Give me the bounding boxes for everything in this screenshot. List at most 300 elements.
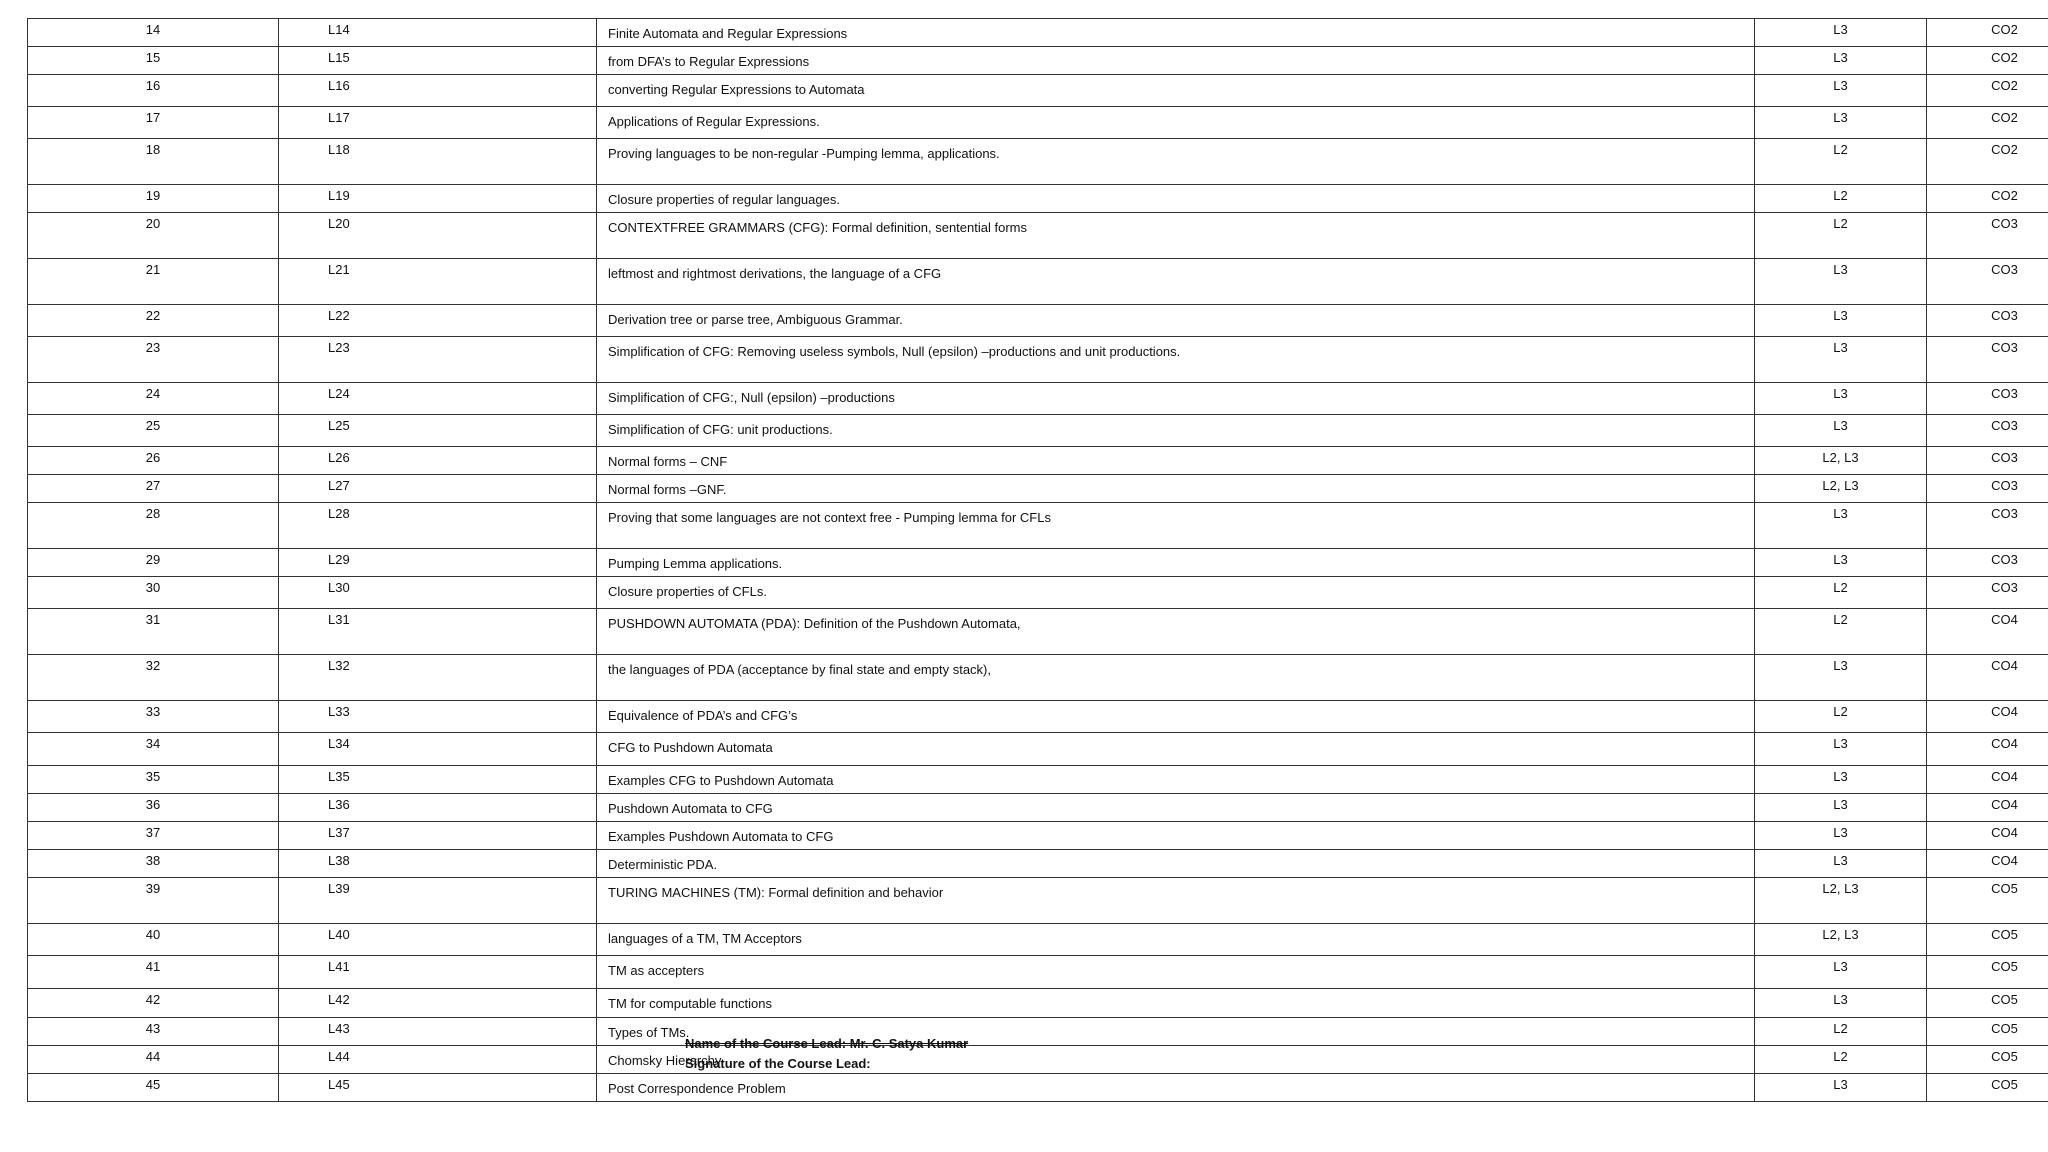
blooms-level-text: L3 [1833,262,1848,277]
course-outcome-cell [1927,850,2048,878]
blooms-level-cell [1755,701,1927,733]
session-number-cell [28,383,279,415]
topic-cell [597,924,1755,956]
blooms-level-text: L2 [1833,188,1848,203]
topic-text: PUSHDOWN AUTOMATA (PDA): Definition of the Pushdown Automata, [608,616,1021,631]
topic-text: CFG to Pushdown Automata [608,740,773,755]
blooms-level-text: L3 [1833,959,1848,974]
course-outcome-text: CO4 [1991,658,2018,673]
table-row [28,447,2048,475]
topic-cell [597,766,1755,794]
topic-text: Applications of Regular Expressions. [608,114,820,129]
table-row [28,989,2048,1018]
course-outcome-cell [1927,475,2048,503]
lecture-code-cell [279,850,597,878]
topic-cell [597,655,1755,701]
course-outcome-text: CO3 [1991,216,2018,231]
course-outcome-cell [1927,989,2048,1018]
blooms-level-text: L2 [1833,1021,1848,1036]
course-outcome-cell [1927,213,2048,259]
course-outcome-text: CO5 [1991,881,2018,896]
session-number-text: 35 [145,769,161,784]
blooms-level-cell [1755,383,1927,415]
topic-text: TM as accepters [608,963,705,978]
blooms-level-cell [1755,139,1927,185]
blooms-level-cell [1755,822,1927,850]
topic-text: Examples Pushdown Automata to CFG [608,829,834,844]
topic-text: Types of TMs. [608,1025,690,1040]
session-number-text: 42 [145,992,161,1007]
topic-text: Closure properties of regular languages. [608,192,840,207]
course-outcome-text: CO2 [1991,78,2018,93]
course-outcome-cell [1927,1018,2048,1046]
course-lead-signature-label: Signature of the Course Lead: [685,1056,871,1071]
course-lead-name: Name of the Course Lead: Mr. C. Satya Kumar [685,1036,969,1051]
course-outcome-cell [1927,701,2048,733]
lecture-code-cell [279,19,597,47]
table-row [28,609,2048,655]
course-outcome-cell [1927,107,2048,139]
course-outcome-text: CO3 [1991,580,2018,595]
session-number-cell [28,577,279,609]
lecture-code-cell [279,766,597,794]
lecture-code-text: L28 [328,506,350,521]
topic-cell [597,822,1755,850]
session-number-text: 45 [145,1077,161,1092]
course-outcome-text: CO4 [1991,612,2018,627]
topic-text: Examples CFG to Pushdown Automata [608,773,834,788]
course-outcome-cell [1927,415,2048,447]
session-number-text: 44 [145,1049,161,1064]
session-number-cell [28,549,279,577]
course-outcome-text: CO3 [1991,418,2018,433]
session-number-cell [28,822,279,850]
table-row [28,1018,2048,1046]
topic-cell [597,794,1755,822]
topic-cell [597,337,1755,383]
blooms-level-cell [1755,733,1927,766]
lecture-code-cell [279,185,597,213]
topic-text: TURING MACHINES (TM): Formal definition and behavior [608,885,944,900]
blooms-level-cell [1755,259,1927,305]
session-number-text: 38 [145,853,161,868]
blooms-level-text: L3 [1833,1077,1848,1092]
blooms-level-cell [1755,794,1927,822]
table-row [28,75,2048,107]
topic-text: Proving that some languages are not context free - Pumping lemma for CFLs [608,510,1051,525]
lecture-code-text: L42 [328,992,350,1007]
blooms-level-text: L3 [1833,797,1848,812]
lecture-code-text: L15 [328,50,350,65]
table-row [28,1074,2048,1102]
lecture-code-text: L29 [328,552,350,567]
blooms-level-cell [1755,766,1927,794]
blooms-level-cell [1755,609,1927,655]
session-number-text: 43 [145,1021,161,1036]
course-outcome-text: CO2 [1991,188,2018,203]
table-row [28,549,2048,577]
lecture-code-text: L37 [328,825,350,840]
session-number-text: 33 [145,704,161,719]
lesson-plan-table [27,18,2048,1102]
topic-text: Chomsky Hierarchy [608,1053,722,1068]
blooms-level-text: L3 [1833,308,1848,323]
table-row [28,794,2048,822]
course-outcome-text: CO4 [1991,853,2018,868]
topic-text: Simplification of CFG: Removing useless symbols, Null (epsilon) –productions and unit productions. [608,344,1181,359]
session-number-cell [28,185,279,213]
blooms-level-text: L2, L3 [1822,478,1859,493]
blooms-level-cell [1755,19,1927,47]
session-number-cell [28,989,279,1018]
blooms-level-cell [1755,447,1927,475]
session-number-cell [28,733,279,766]
course-outcome-text: CO4 [1991,825,2018,840]
lecture-code-cell [279,75,597,107]
topic-cell [597,213,1755,259]
lecture-code-text: L34 [328,736,350,751]
topic-text: Equivalence of PDA’s and CFG’s [608,708,798,723]
topic-cell [597,989,1755,1018]
lecture-code-cell [279,989,597,1018]
table-row [28,415,2048,447]
blooms-level-text: L3 [1833,418,1848,433]
course-outcome-text: CO2 [1991,22,2018,37]
lecture-code-text: L44 [328,1049,350,1064]
session-number-cell [28,475,279,503]
course-outcome-cell [1927,655,2048,701]
lecture-code-cell [279,1074,597,1102]
topic-cell [597,107,1755,139]
lecture-code-cell [279,139,597,185]
topic-cell [597,75,1755,107]
session-number-cell [28,850,279,878]
session-number-cell [28,305,279,337]
course-outcome-text: CO3 [1991,552,2018,567]
course-outcome-cell [1927,47,2048,75]
topic-text: Finite Automata and Regular Expressions [608,26,848,41]
topic-text: Pushdown Automata to CFG [608,801,773,816]
lecture-code-cell [279,577,597,609]
table-row [28,766,2048,794]
table-row [28,259,2048,305]
blooms-level-cell [1755,655,1927,701]
session-number-cell [28,766,279,794]
topic-cell [597,47,1755,75]
table-row [28,503,2048,549]
topic-text: leftmost and rightmost derivations, the language of a CFG [608,266,942,281]
topic-text: Proving languages to be non-regular -Pumping lemma, applications. [608,146,1000,161]
table-row [28,19,2048,47]
session-number-cell [28,609,279,655]
course-outcome-cell [1927,609,2048,655]
course-outcome-cell [1927,75,2048,107]
session-number-cell [28,924,279,956]
blooms-level-cell [1755,305,1927,337]
session-number-text: 23 [145,340,161,355]
blooms-level-text: L2, L3 [1822,450,1859,465]
course-outcome-text: CO3 [1991,262,2018,277]
lecture-code-cell [279,701,597,733]
topic-cell [597,305,1755,337]
table-row [28,107,2048,139]
blooms-level-cell [1755,850,1927,878]
blooms-level-cell [1755,47,1927,75]
course-outcome-text: CO5 [1991,959,2018,974]
session-number-cell [28,19,279,47]
course-outcome-text: CO4 [1991,704,2018,719]
topic-text: Simplification of CFG: unit productions. [608,422,833,437]
blooms-level-cell [1755,503,1927,549]
lecture-code-cell [279,822,597,850]
table-row [28,213,2048,259]
lecture-code-text: L36 [328,797,350,812]
lecture-code-cell [279,878,597,924]
session-number-text: 36 [145,797,161,812]
lecture-code-text: L39 [328,881,350,896]
course-outcome-text: CO2 [1991,110,2018,125]
session-number-cell [28,139,279,185]
course-outcome-cell [1927,794,2048,822]
course-outcome-cell [1927,337,2048,383]
blooms-level-text: L3 [1833,769,1848,784]
blooms-level-text: L3 [1833,50,1848,65]
blooms-level-text: L2 [1833,580,1848,595]
blooms-level-text: L2 [1833,704,1848,719]
topic-text: converting Regular Expressions to Automata [608,82,865,97]
blooms-level-cell [1755,415,1927,447]
topic-cell [597,878,1755,924]
session-number-cell [28,655,279,701]
course-outcome-text: CO5 [1991,1077,2018,1092]
topic-text: Derivation tree or parse tree, Ambiguous Grammar. [608,312,903,327]
topic-text: from DFA’s to Regular Expressions [608,54,810,69]
course-outcome-cell [1927,956,2048,989]
course-outcome-text: CO2 [1991,50,2018,65]
lecture-code-cell [279,609,597,655]
course-outcome-text: CO3 [1991,340,2018,355]
blooms-level-cell [1755,75,1927,107]
session-number-text: 16 [145,78,161,93]
table-row [28,924,2048,956]
blooms-level-cell [1755,577,1927,609]
session-number-text: 28 [145,506,161,521]
topic-text: Pumping Lemma applications. [608,556,783,571]
lecture-code-text: L18 [328,142,350,157]
session-number-text: 37 [145,825,161,840]
session-number-text: 24 [145,386,161,401]
blooms-level-text: L3 [1833,78,1848,93]
table-row [28,1046,2048,1074]
table-row [28,383,2048,415]
session-number-text: 20 [145,216,161,231]
course-outcome-cell [1927,822,2048,850]
topic-cell [597,383,1755,415]
lecture-code-text: L19 [328,188,350,203]
course-lead-block [685,1034,968,1074]
session-number-text: 31 [145,612,161,627]
session-number-cell [28,701,279,733]
lecture-code-text: L35 [328,769,350,784]
topic-cell [597,956,1755,989]
lecture-code-text: L17 [328,110,350,125]
course-outcome-text: CO3 [1991,386,2018,401]
topic-text: CONTEXTFREE GRAMMARS (CFG): Formal definition, sentential forms [608,220,1027,235]
course-outcome-cell [1927,447,2048,475]
session-number-text: 40 [145,927,161,942]
session-number-cell [28,1018,279,1046]
blooms-level-cell [1755,1046,1927,1074]
session-number-text: 34 [145,736,161,751]
topic-text: languages of a TM, TM Acceptors [608,931,802,946]
session-number-cell [28,794,279,822]
course-outcome-text: CO3 [1991,506,2018,521]
lecture-code-text: L21 [328,262,350,277]
lecture-code-text: L14 [328,22,350,37]
course-outcome-cell [1927,924,2048,956]
blooms-level-cell [1755,213,1927,259]
lecture-code-cell [279,305,597,337]
blooms-level-text: L3 [1833,853,1848,868]
blooms-level-text: L3 [1833,992,1848,1007]
table-row [28,475,2048,503]
course-outcome-cell [1927,19,2048,47]
table-row [28,878,2048,924]
topic-text: Normal forms – CNF [608,454,728,469]
table-row [28,655,2048,701]
course-outcome-text: CO5 [1991,1021,2018,1036]
blooms-level-cell [1755,107,1927,139]
table-row [28,305,2048,337]
course-outcome-text: CO4 [1991,797,2018,812]
lecture-code-text: L38 [328,853,350,868]
course-outcome-cell [1927,878,2048,924]
session-number-text: 15 [145,50,161,65]
blooms-level-cell [1755,185,1927,213]
session-number-cell [28,447,279,475]
session-number-text: 22 [145,308,161,323]
session-number-text: 39 [145,881,161,896]
lecture-code-text: L41 [328,959,350,974]
lecture-code-cell [279,107,597,139]
course-outcome-cell [1927,259,2048,305]
course-outcome-cell [1927,305,2048,337]
lecture-code-text: L16 [328,78,350,93]
course-outcome-text: CO5 [1991,992,2018,1007]
session-number-text: 27 [145,478,161,493]
lecture-code-text: L22 [328,308,350,323]
lecture-code-text: L30 [328,580,350,595]
course-outcome-text: CO3 [1991,450,2018,465]
blooms-level-text: L3 [1833,110,1848,125]
lecture-code-text: L27 [328,478,350,493]
lecture-code-cell [279,213,597,259]
session-number-text: 17 [145,110,161,125]
topic-cell [597,415,1755,447]
course-outcome-text: CO4 [1991,769,2018,784]
lecture-code-text: L25 [328,418,350,433]
topic-text: Closure properties of CFLs. [608,584,767,599]
blooms-level-text: L3 [1833,825,1848,840]
blooms-level-text: L2 [1833,612,1848,627]
course-outcome-cell [1927,1046,2048,1074]
lecture-code-cell [279,549,597,577]
blooms-level-cell [1755,475,1927,503]
topic-cell [597,503,1755,549]
course-outcome-text: CO5 [1991,927,2018,942]
lecture-code-text: L26 [328,450,350,465]
session-number-cell [28,878,279,924]
blooms-level-text: L3 [1833,386,1848,401]
course-outcome-cell [1927,733,2048,766]
session-number-cell [28,213,279,259]
blooms-level-text: L3 [1833,506,1848,521]
table-row [28,822,2048,850]
lecture-code-cell [279,924,597,956]
blooms-level-text: L2 [1833,216,1848,231]
session-number-cell [28,337,279,383]
blooms-level-text: L2 [1833,1049,1848,1064]
blooms-level-cell [1755,924,1927,956]
lecture-code-text: L43 [328,1021,350,1036]
table-row [28,850,2048,878]
topic-cell [597,577,1755,609]
lecture-code-cell [279,475,597,503]
topic-cell [597,185,1755,213]
course-outcome-text: CO2 [1991,142,2018,157]
topic-cell [597,1074,1755,1102]
lecture-code-text: L33 [328,704,350,719]
blooms-level-cell [1755,549,1927,577]
course-outcome-text: CO3 [1991,308,2018,323]
course-outcome-cell [1927,577,2048,609]
session-number-cell [28,47,279,75]
lecture-code-cell [279,655,597,701]
lecture-code-cell [279,733,597,766]
session-number-cell [28,1074,279,1102]
lecture-code-text: L31 [328,612,350,627]
table-row [28,733,2048,766]
table-row [28,701,2048,733]
session-number-text: 21 [145,262,161,277]
table-row [28,956,2048,989]
session-number-text: 25 [145,418,161,433]
lecture-code-text: L45 [328,1077,350,1092]
lecture-code-text: L20 [328,216,350,231]
course-outcome-cell [1927,139,2048,185]
blooms-level-cell [1755,989,1927,1018]
session-number-text: 29 [145,552,161,567]
topic-cell [597,850,1755,878]
lecture-code-text: L32 [328,658,350,673]
blooms-level-cell [1755,956,1927,989]
session-number-text: 19 [145,188,161,203]
lecture-code-cell [279,337,597,383]
session-number-cell [28,259,279,305]
table-row [28,337,2048,383]
session-number-text: 18 [145,142,161,157]
lecture-code-text: L40 [328,927,350,942]
table-row [28,577,2048,609]
blooms-level-cell [1755,1018,1927,1046]
lecture-code-cell [279,503,597,549]
topic-cell [597,701,1755,733]
session-number-text: 32 [145,658,161,673]
lesson-plan-body [28,19,2048,1102]
lecture-code-cell [279,447,597,475]
session-number-cell [28,503,279,549]
blooms-level-text: L2, L3 [1822,881,1859,896]
